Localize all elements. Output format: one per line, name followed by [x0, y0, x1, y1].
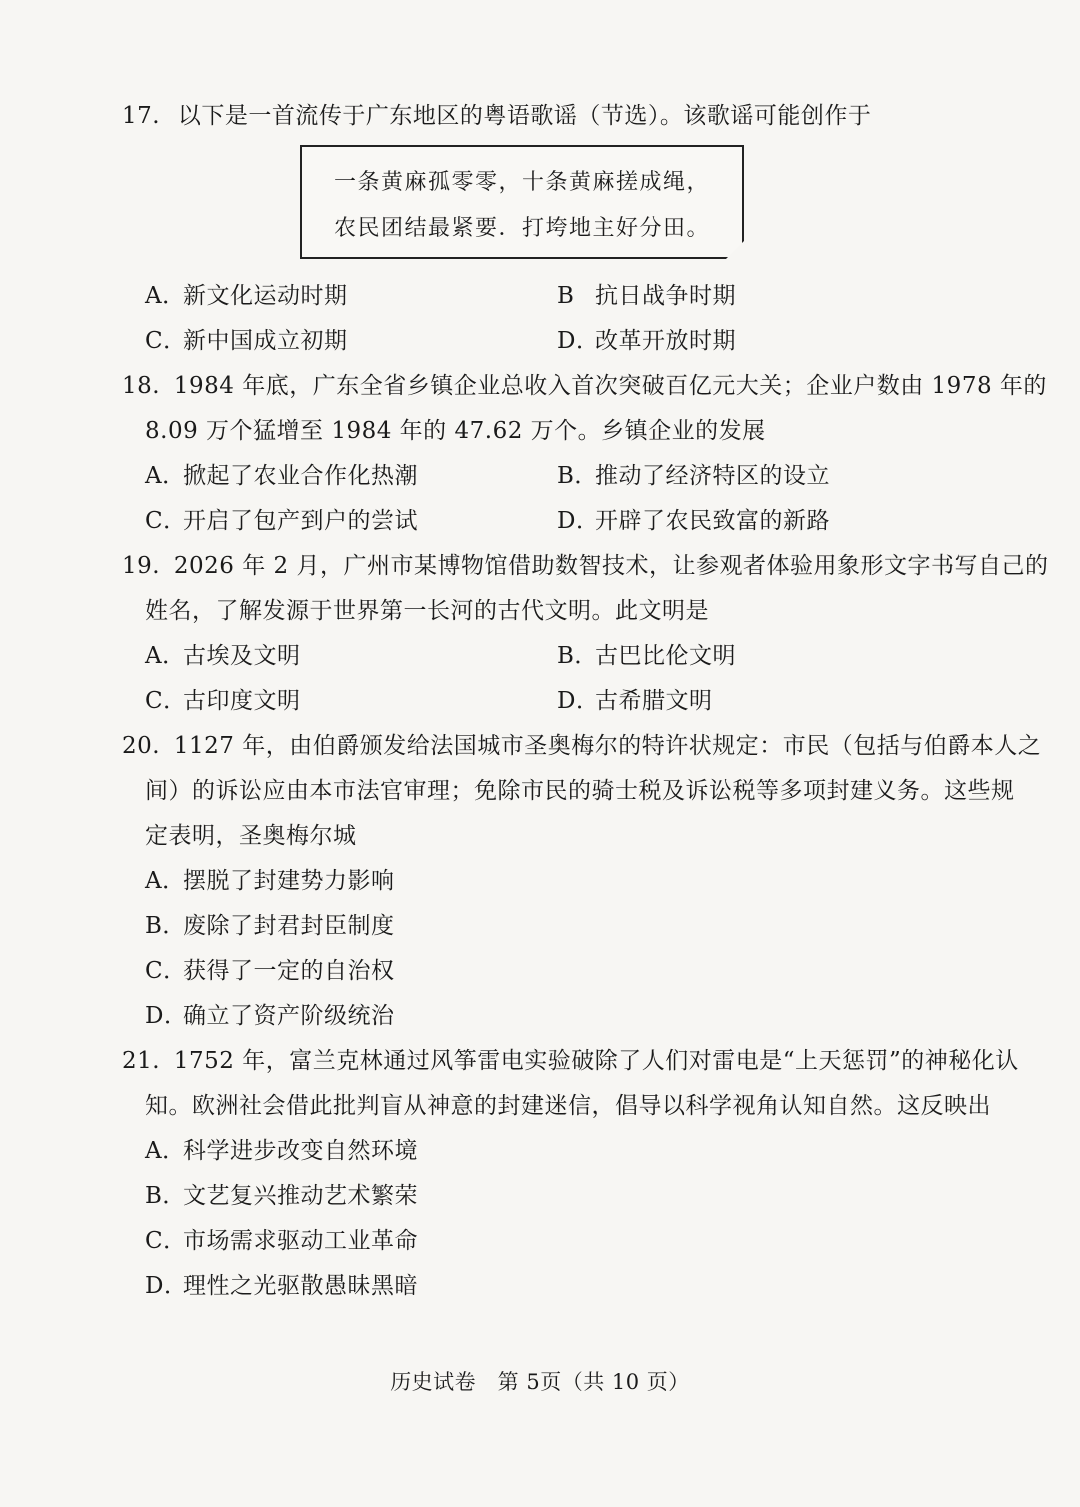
- option-d: D．改革开放时期: [557, 328, 736, 354]
- question-stem-line: 2026 年 2 月，广州市某博物馆借助数智技术，让参观者体验用象形文字书写自己的: [173, 553, 1049, 579]
- option-a: A．科学进步改变自然环境: [145, 1138, 418, 1164]
- question-number: 21.: [122, 1048, 161, 1074]
- option-a: A．古埃及文明: [145, 643, 301, 669]
- option-b: B．古巴比伦文明: [557, 643, 736, 669]
- option-a: A．摆脱了封建势力影响: [145, 868, 395, 894]
- question-stem-line: 知。欧洲社会借此批判盲从神意的封建迷信，倡导以科学视角认知自然。这反映出: [145, 1093, 991, 1119]
- question-stem-line: 8.09 万个猛增至 1984 年的 47.62 万个。乡镇企业的发展: [145, 418, 766, 444]
- question-stem-line: 定表明，圣奥梅尔城: [145, 823, 357, 849]
- option-c: C．获得了一定的自治权: [145, 958, 395, 984]
- page-fold-corner: [726, 241, 744, 259]
- question-20-stem: [122, 731, 1041, 761]
- option-d: D．理性之光驱散愚昧黑暗: [145, 1273, 418, 1299]
- question-17-stem: [122, 101, 871, 131]
- question-number: 17.: [122, 103, 161, 129]
- option-c: C．开启了包产到户的尝试: [145, 508, 418, 534]
- option-a: A．掀起了农业合作化热潮: [145, 463, 418, 489]
- option-d: D．确立了资产阶级统治: [145, 1003, 395, 1029]
- song-line-2: 农民团结最紧要．打垮地主好分田。: [333, 216, 710, 241]
- question-stem-line: 以下是一首流传于广东地区的粤语歌谣（节选）。该歌谣可能创作于: [177, 103, 872, 129]
- option-c: C．新中国成立初期: [145, 328, 348, 354]
- option-c: C．市场需求驱动工业革命: [145, 1228, 418, 1254]
- question-stem-line: 1752 年，富兰克林通过风筝雷电实验破除了人们对雷电是“上天惩罚”的神秘化认: [173, 1048, 1019, 1074]
- question-stem-line: 1127 年，由伯爵颁发给法国城市圣奥梅尔的特许状规定：市民（包括与伯爵本人之: [173, 733, 1042, 759]
- song-quote-box: [300, 145, 744, 259]
- question-stem-line: 1984 年底，广东全省乡镇企业总收入首次突破百亿元大关；企业户数由 1978 年的: [173, 373, 1047, 399]
- question-19-stem: [122, 551, 1049, 581]
- song-line-1: 一条黄麻孤零零，十条黄麻搓成绳，: [333, 170, 710, 195]
- question-number: 20.: [122, 733, 161, 759]
- page-footer: 历史试卷 第 5页（共 10 页）: [390, 1370, 690, 1394]
- question-stem-line: 间）的诉讼应由本市法官审理；免除市民的骑士税及诉讼税等多项封建义务。这些规: [145, 778, 1015, 804]
- option-d: D．开辟了农民致富的新路: [557, 508, 830, 534]
- option-d: D．古希腊文明: [557, 688, 713, 714]
- option-b: B．废除了封君封臣制度: [145, 913, 395, 939]
- question-number: 18.: [122, 373, 161, 399]
- question-number: 19.: [122, 553, 161, 579]
- option-b: B．文艺复兴推动艺术繁荣: [145, 1183, 418, 1209]
- option-b: B．推动了经济特区的设立: [557, 463, 830, 489]
- option-c: C．古印度文明: [145, 688, 301, 714]
- option-b: B 抗日战争时期: [557, 283, 736, 309]
- question-18-stem: [122, 371, 1047, 401]
- question-stem-line: 姓名，了解发源于世界第一长河的古代文明。此文明是: [145, 598, 709, 624]
- question-21-stem: [122, 1046, 1019, 1076]
- option-a: A．新文化运动时期: [145, 283, 348, 309]
